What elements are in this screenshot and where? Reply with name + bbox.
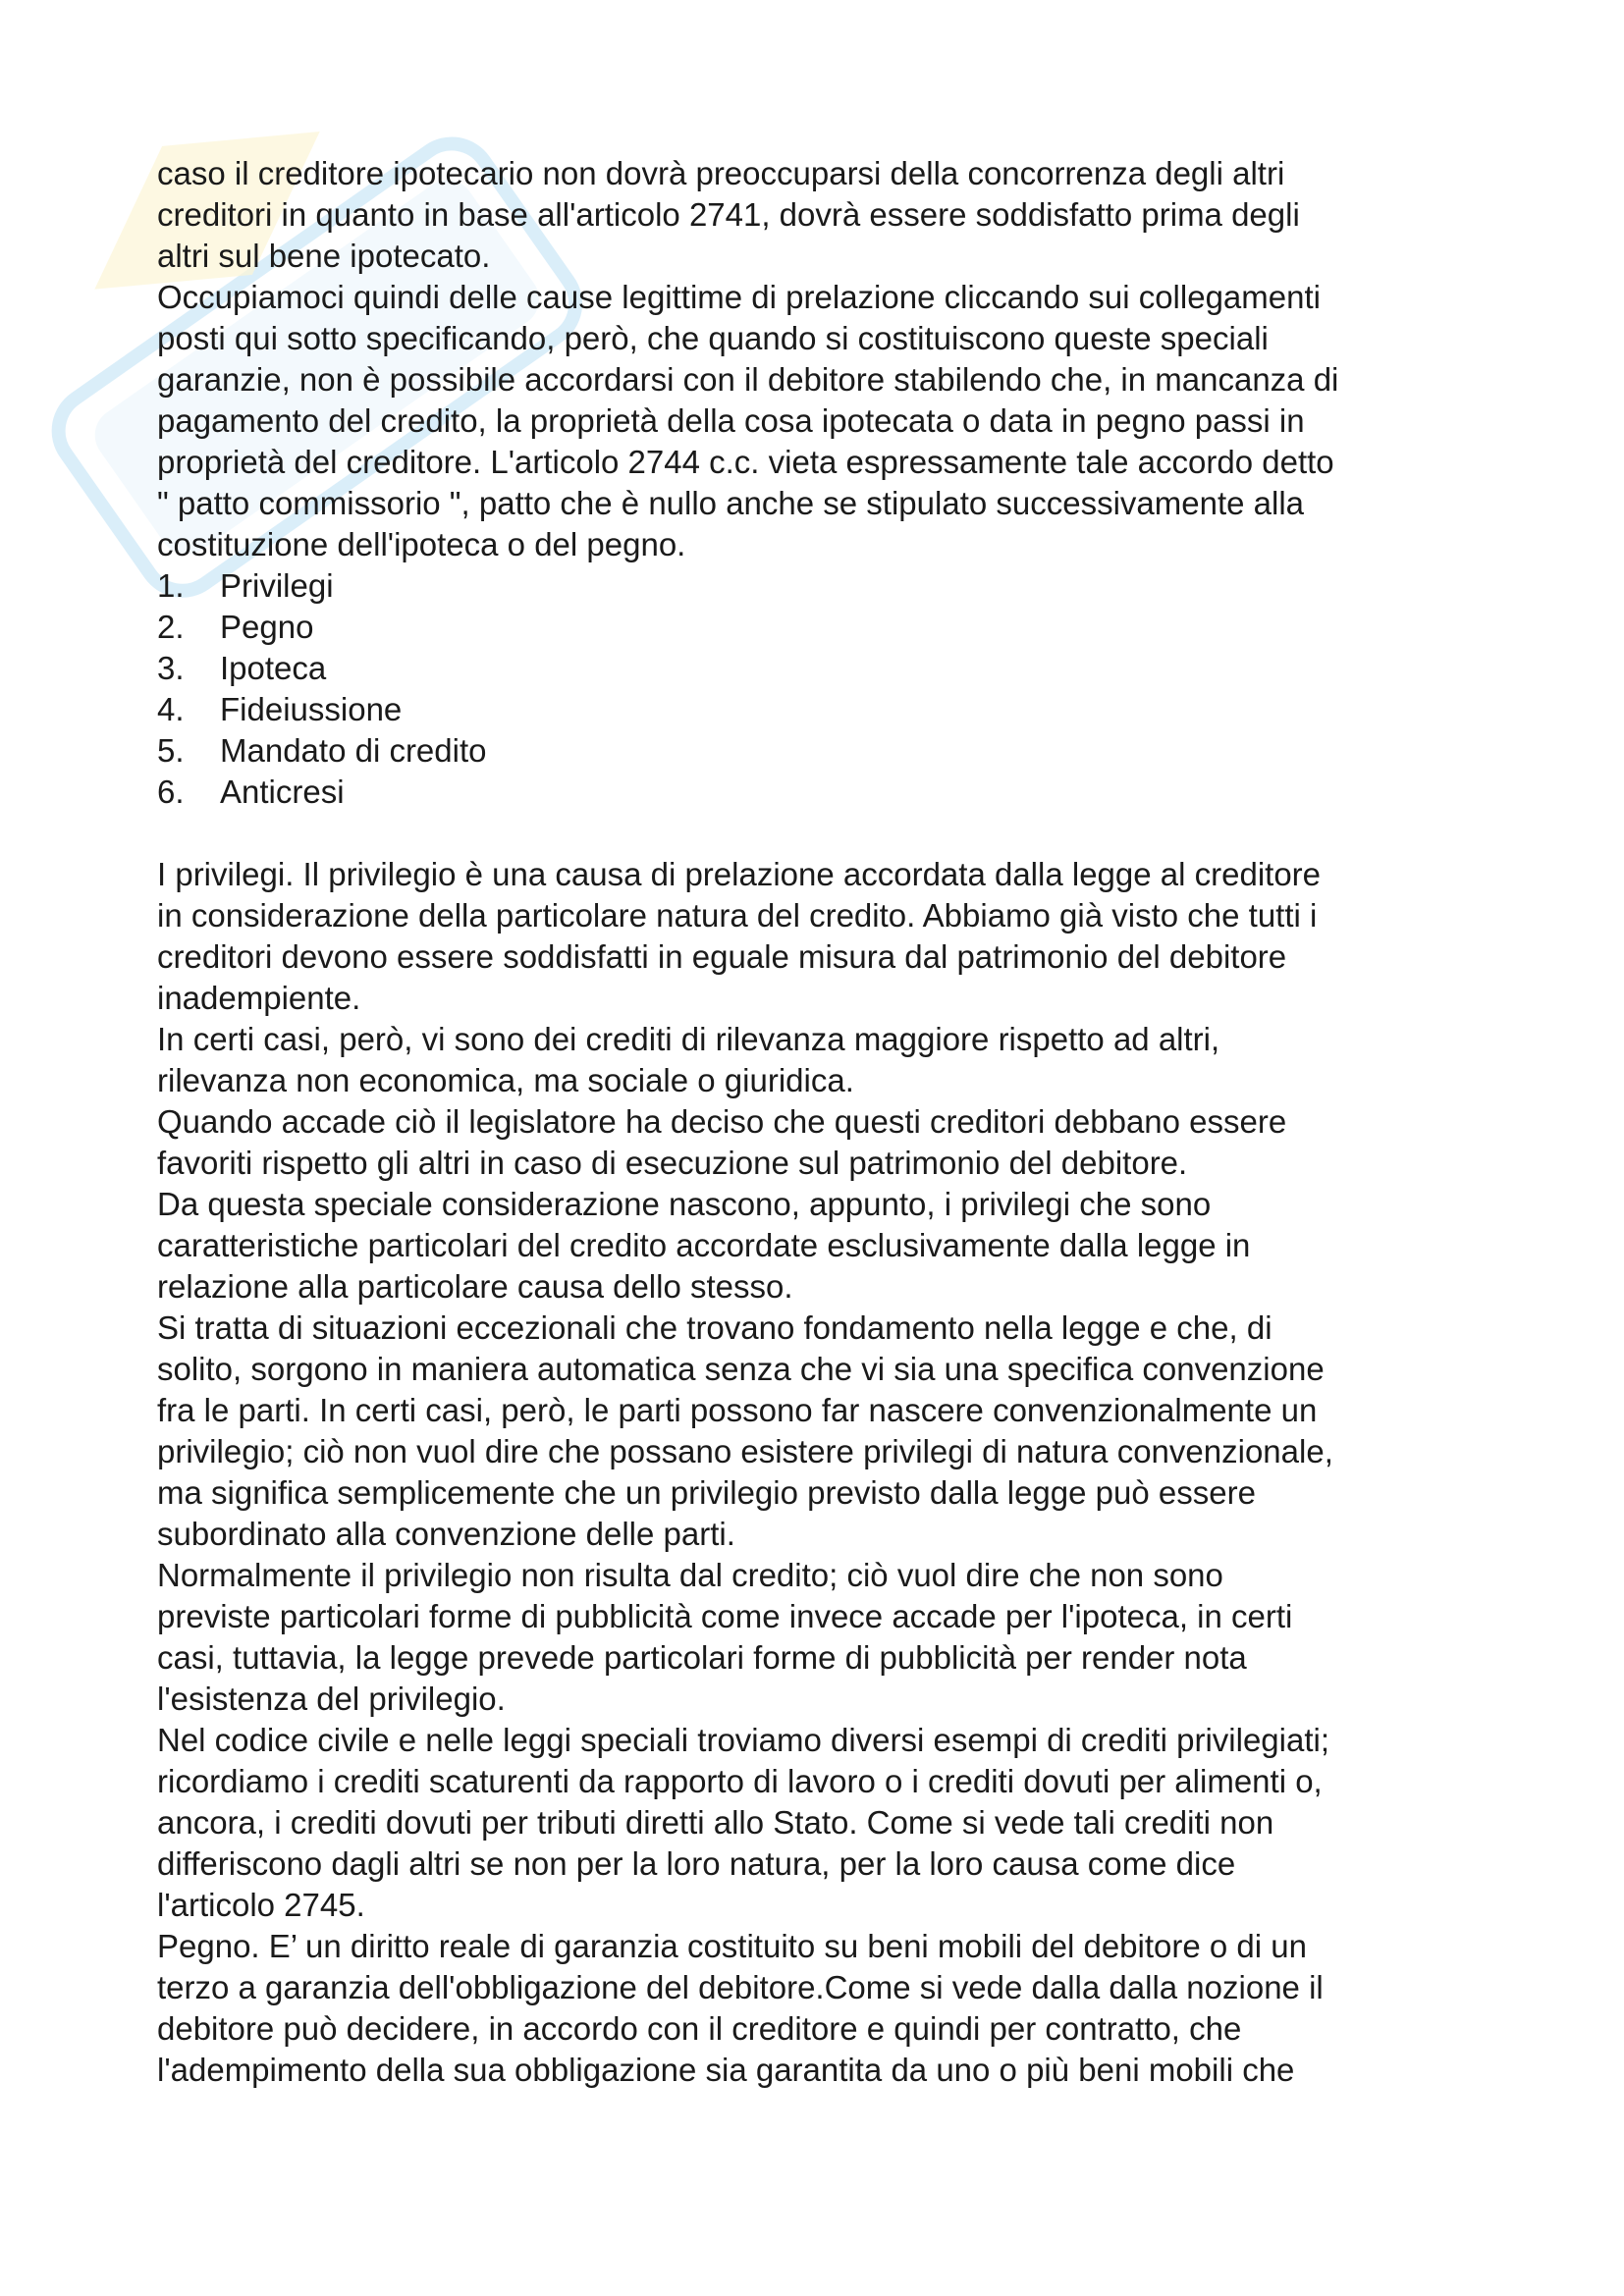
list-number: 5.	[157, 732, 185, 769]
list-item[interactable]	[157, 772, 1492, 813]
intro-paragraph-1: caso il creditore ipotecario non dovrà preoccuparsi della concorrenza degli altri creditori in quanto in base all'articolo 2741, dovrà essere soddisfatto prima degli altri sul bene ipotecato.	[157, 155, 1300, 274]
list-item[interactable]	[157, 689, 1492, 730]
body-paragraph-privilegi: I privilegi. Il privilegio è una causa di prelazione accordata dalla legge al creditore in considerazione della particolare natura del credito. Abbiamo già visto che tutti i creditori devono essere soddisfatti in eguale misura dal patrimonio del debitore inadempiente.	[157, 856, 1322, 1016]
list-number: 3.	[157, 650, 185, 686]
list-label: Fideiussione	[220, 691, 403, 727]
guarantee-list	[157, 565, 1492, 813]
list-number: 4.	[157, 691, 185, 727]
list-number: 2.	[157, 609, 185, 645]
list-item[interactable]	[157, 607, 1492, 648]
intro-paragraph-2: Occupiamoci quindi delle cause legittime di prelazione cliccando sui collegamenti posti qui sotto specificando, però, che quando si costituiscono queste speciali garanzie, non è possibile accordarsi con il debitore stabilendo che, in mancanza di pagamento del credito, la proprietà della cosa ipotecata o data in pegno passi in proprietà del creditore. L'articolo 2744 c.c. vieta espressamente tale accordo detto " patto commissorio ", patto che è nullo anche se stipulato successivamente alla costituzione dell'ipoteca o del pegno.	[157, 279, 1339, 562]
list-label: Mandato di credito	[220, 732, 487, 769]
body-paragraph: In certi casi, però, vi sono dei crediti di rilevanza maggiore rispetto ad altri, rilevanza non economica, ma sociale o giuridica.	[157, 1021, 1220, 1098]
body-paragraph-pegno: Pegno. E’ un diritto reale di garanzia costituito su beni mobili del debitore o di un terzo a garanzia dell'obbligazione del debitore.Come si vede dalla dalla nozione il debitore può decidere, in accordo con il creditore e quindi per contratto, che l'adempimento della sua obbligazione sia garantita da uno o più beni mobili che	[157, 1928, 1324, 2088]
list-label: Privilegi	[220, 567, 334, 604]
body-paragraph: Quando accade ciò il legislatore ha deciso che questi creditori debbano essere favoriti rispetto gli altri in caso di esecuzione sul patrimonio del debitore.	[157, 1103, 1287, 1181]
list-number: 1.	[157, 567, 185, 604]
list-item[interactable]	[157, 730, 1492, 772]
list-number: 6.	[157, 774, 185, 810]
list-item[interactable]	[157, 565, 1492, 607]
list-label: Pegno	[220, 609, 314, 645]
body-paragraph: Normalmente il privilegio non risulta dal credito; ciò vuol dire che non sono previste particolari forme di pubblicità come invece accade per l'ipoteca, in certi casi, tuttavia, la legge prevede particolari forme di pubblicità per render nota l'esistenza del privilegio.	[157, 1557, 1293, 1717]
list-item[interactable]	[157, 648, 1492, 689]
body-paragraph: Si tratta di situazioni eccezionali che trovano fondamento nella legge e che, di solito, sorgono in maniera automatica senza che vi sia una specifica convenzione fra le parti. In certi casi, però, le parti possono far nascere convenzionalmente un privilegio; ciò non vuol dire che possano esistere privilegi di natura convenzionale, ma significa semplicemente che un privilegio previsto dalla legge può essere subordinato alla convenzione delle parti.	[157, 1309, 1333, 1552]
body-paragraph: Da questa speciale considerazione nascono, appunto, i privilegi che sono caratteristiche particolari del credito accordate esclusivamente dalla legge in relazione alla particolare causa dello stesso.	[157, 1186, 1251, 1305]
list-label: Ipoteca	[220, 650, 327, 686]
document-body	[157, 153, 1492, 2091]
list-label: Anticresi	[220, 774, 345, 810]
body-paragraph: Nel codice civile e nelle leggi speciali troviamo diversi esempi di crediti privilegiati; ricordiamo i crediti scaturenti da rapporto di lavoro o i crediti dovuti per alimenti o, ancora, i crediti dovuti per tributi diretti allo Stato. Come si vede tali crediti non differiscono dagli altri se non per la loro natura, per la loro causa come dice l'articolo 2745.	[157, 1722, 1330, 1923]
spacer	[157, 813, 1492, 854]
